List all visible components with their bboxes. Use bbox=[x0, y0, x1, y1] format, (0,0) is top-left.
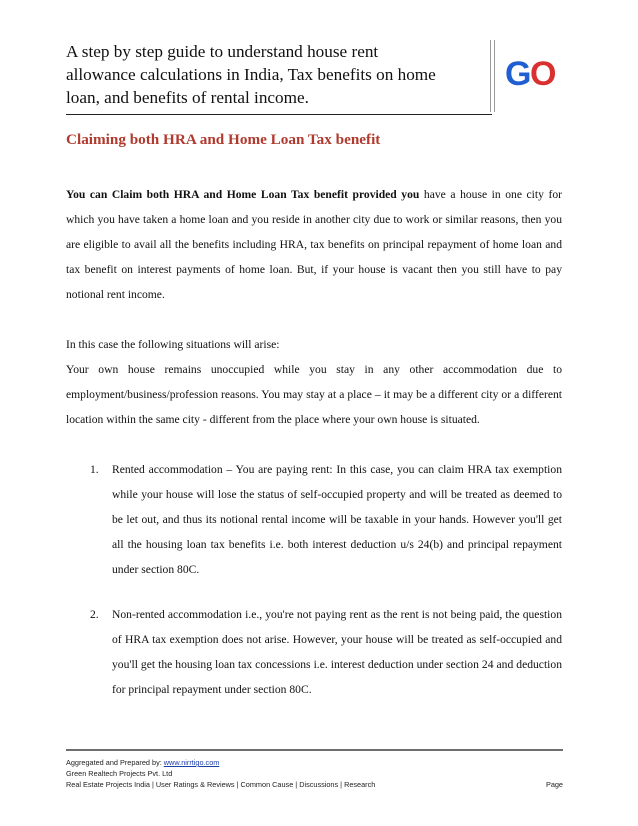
header-divider bbox=[490, 40, 495, 112]
document-title bbox=[66, 40, 486, 109]
situations-list bbox=[66, 457, 562, 702]
go-logo bbox=[505, 52, 559, 92]
list-item-text: Non-rented accommodation i.e., you're not paying rent as the rent is not being paid, the question of HRA tax exemption does not arise. However, your house will be treated as self-occupied and you'll get the housing loan tax concessions i.e. interest deduction under section 24 and deduction for principal repayment under section 80C. bbox=[112, 608, 562, 696]
list-item bbox=[66, 457, 562, 582]
footer-tagline: Real Estate Projects India | User Ratings & Reviews | Common Cause | Discussions | Research bbox=[66, 780, 376, 789]
footer-prepared-by bbox=[66, 757, 563, 768]
footer-company: Green Realtech Projects Pvt. Ltd bbox=[66, 769, 173, 778]
title-line: A step by step guide to understand house rent bbox=[66, 42, 379, 61]
title-line: allowance calculations in India, Tax benefits on home bbox=[66, 65, 436, 84]
footer-row bbox=[66, 779, 563, 790]
intro-bold-text: You can Claim both HRA and Home Loan Tax benefit provided you bbox=[66, 188, 420, 201]
list-item-text: Rented accommodation – You are paying rent: In this case, you can claim HRA tax exemption while your house will lose the status of self-occupied property and will be treated as deemed to be let out, and thus its notional rental income will be taxable in your hands. However you'll get all the housing loan tax benefits i.e. both interest deduction u/s 24(b) and principal repayment under section 80C. bbox=[112, 463, 562, 576]
list-number: 2. bbox=[90, 608, 99, 621]
website-link[interactable]: www.nirrtigo.com bbox=[163, 758, 220, 767]
logo-letter-g: G bbox=[505, 55, 532, 92]
paragraph-intro bbox=[66, 182, 562, 307]
paragraph-unoccupied: Your own house remains unoccupied while you stay in any other accommodation due to employment/business/profession reasons. You may stay at a place – it may be a different city or a different location within the same city - different from the place where your own house is situated. bbox=[66, 363, 562, 426]
paragraph-situations: In this case the following situations will arise: bbox=[66, 338, 280, 351]
header-rule bbox=[66, 114, 492, 115]
page-label: Page bbox=[545, 780, 563, 789]
list-number: 1. bbox=[90, 463, 99, 476]
list-item bbox=[66, 602, 562, 702]
spacer bbox=[66, 432, 562, 457]
title-line: loan, and benefits of rental income. bbox=[66, 88, 309, 107]
spacer bbox=[66, 307, 562, 332]
page-footer bbox=[66, 749, 563, 790]
spacer bbox=[66, 582, 562, 602]
document-body bbox=[66, 182, 562, 702]
intro-text: have a house in one city for which you have taken a home loan and you reside in another city due to work or similar reasons, then you are eligible to avail all the benefits including HRA, tax benefits on principal repayment of home loan and tax benefit on interest payments of home loan. But, if your house is vacant then you still have to pay notional rent income. bbox=[66, 188, 563, 301]
logo-letter-o: O bbox=[530, 55, 557, 92]
page-header bbox=[66, 40, 566, 110]
section-heading: Claiming both HRA and Home Loan Tax benefit bbox=[66, 131, 381, 148]
prepared-label: Aggregated and Prepared by: bbox=[66, 758, 164, 767]
